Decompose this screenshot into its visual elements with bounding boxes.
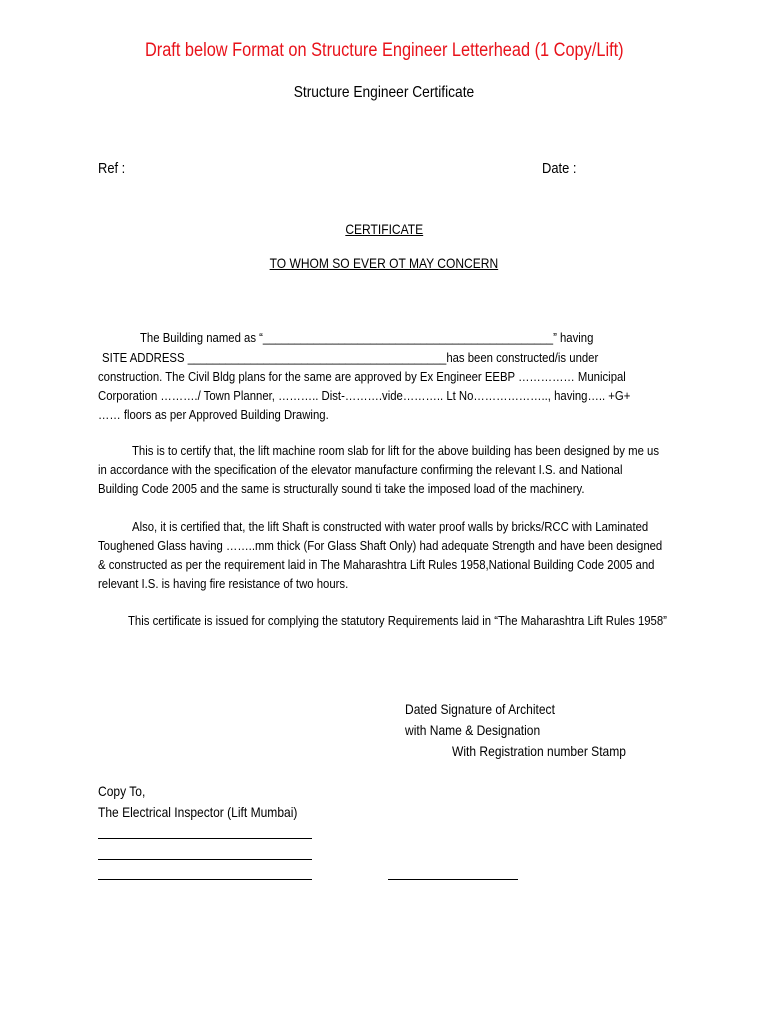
para1-line1-text: The Building named as “______________________________________________” having	[140, 330, 594, 345]
para1-line2-text: SITE ADDRESS _________________________________________has been constructed/is under	[102, 350, 599, 365]
ref-label-text: Ref :	[98, 160, 126, 177]
para3-line2	[98, 538, 754, 553]
copy-to-label-text: Copy To,	[98, 783, 146, 799]
para4-line1-text: This certificate is issued for complying the statutory Requirements laid in “The Maharashtra Lift Rules 1958”	[128, 613, 667, 628]
para3-line4	[98, 576, 389, 591]
signature-blank-line	[388, 879, 518, 880]
signature-line3	[452, 743, 654, 759]
para1-line3-text: construction. The Civil Bldg plans for the same are approved by Ex Engineer EEBP …………… Municipal	[98, 369, 626, 384]
para2-line2	[98, 462, 708, 477]
para2-line1-text: This is to certify that, the lift machine room slab for lift for the above building has been designed by me us	[132, 443, 660, 458]
copy-recipient-text: The Electrical Inspector (Lift Mumbai)	[98, 804, 298, 820]
signature-line2	[405, 722, 562, 738]
copy-blank-line-2	[98, 859, 312, 860]
copy-blank-line-1	[98, 838, 312, 839]
signature-line1-text: Dated Signature of Architect	[405, 701, 555, 717]
para1-line4-text: Corporation ………./ Town Planner, ……….. Dist-……….vide……….. Lt No……………….., having….. +G+	[98, 388, 631, 403]
para2-line3	[98, 481, 664, 496]
ref-label	[98, 160, 130, 177]
para1-line4	[98, 388, 717, 403]
para3-line1	[132, 519, 732, 534]
para2-line3-text: Building Code 2005 and the same is structurally sound ti take the imposed load of the machinery.	[98, 481, 585, 496]
copy-recipient	[98, 804, 330, 820]
para4-line1	[128, 613, 755, 628]
para1-line1	[140, 330, 667, 345]
para3-line2-text: Toughened Glass having ……..mm thick (For Glass Shaft Only) had adequate Strength and have been designed	[98, 538, 663, 553]
copy-to-label	[98, 783, 153, 799]
signature-line3-text: With Registration number Stamp	[452, 743, 626, 759]
signature-line2-text: with Name & Designation	[405, 722, 541, 738]
document-title-text: Structure Engineer Certificate	[293, 84, 475, 101]
copy-blank-line-3	[98, 879, 312, 880]
para1-line5	[98, 407, 366, 422]
para1-line5-text: …… floors as per Approved Building Drawing.	[98, 407, 329, 422]
document-title	[0, 84, 768, 102]
para1-line3	[98, 369, 712, 384]
para2-line2-text: in accordance with the specification of the elevator manufacture confirming the relevant I.S. and National	[98, 462, 623, 477]
draft-note	[0, 40, 768, 62]
signature-line1	[405, 701, 579, 717]
addressee-heading-text: TO WHOM SO EVER OT MAY CONCERN	[269, 255, 499, 271]
certificate-heading-text: CERTIFICATE	[345, 221, 423, 237]
para2-line1	[132, 443, 745, 458]
date-label	[542, 160, 582, 177]
para3-line4-text: relevant I.S. is having fire resistance of two hours.	[98, 576, 349, 591]
para1-line2	[102, 350, 679, 365]
para3-line1-text: Also, it is certified that, the lift Shaft is constructed with water proof walls by bricks/RCC with Laminated	[132, 519, 649, 534]
para3-line3	[98, 557, 745, 572]
certificate-heading	[0, 221, 768, 237]
para3-line3-text: & constructed as per the requirement laid in The Maharashtra Lift Rules 1958,National Building Code 2005 and	[98, 557, 655, 572]
draft-note-text: Draft below Format on Structure Engineer Letterhead (1 Copy/Lift)	[144, 40, 624, 61]
addressee-heading	[0, 255, 768, 271]
date-label-text: Date :	[542, 160, 577, 177]
